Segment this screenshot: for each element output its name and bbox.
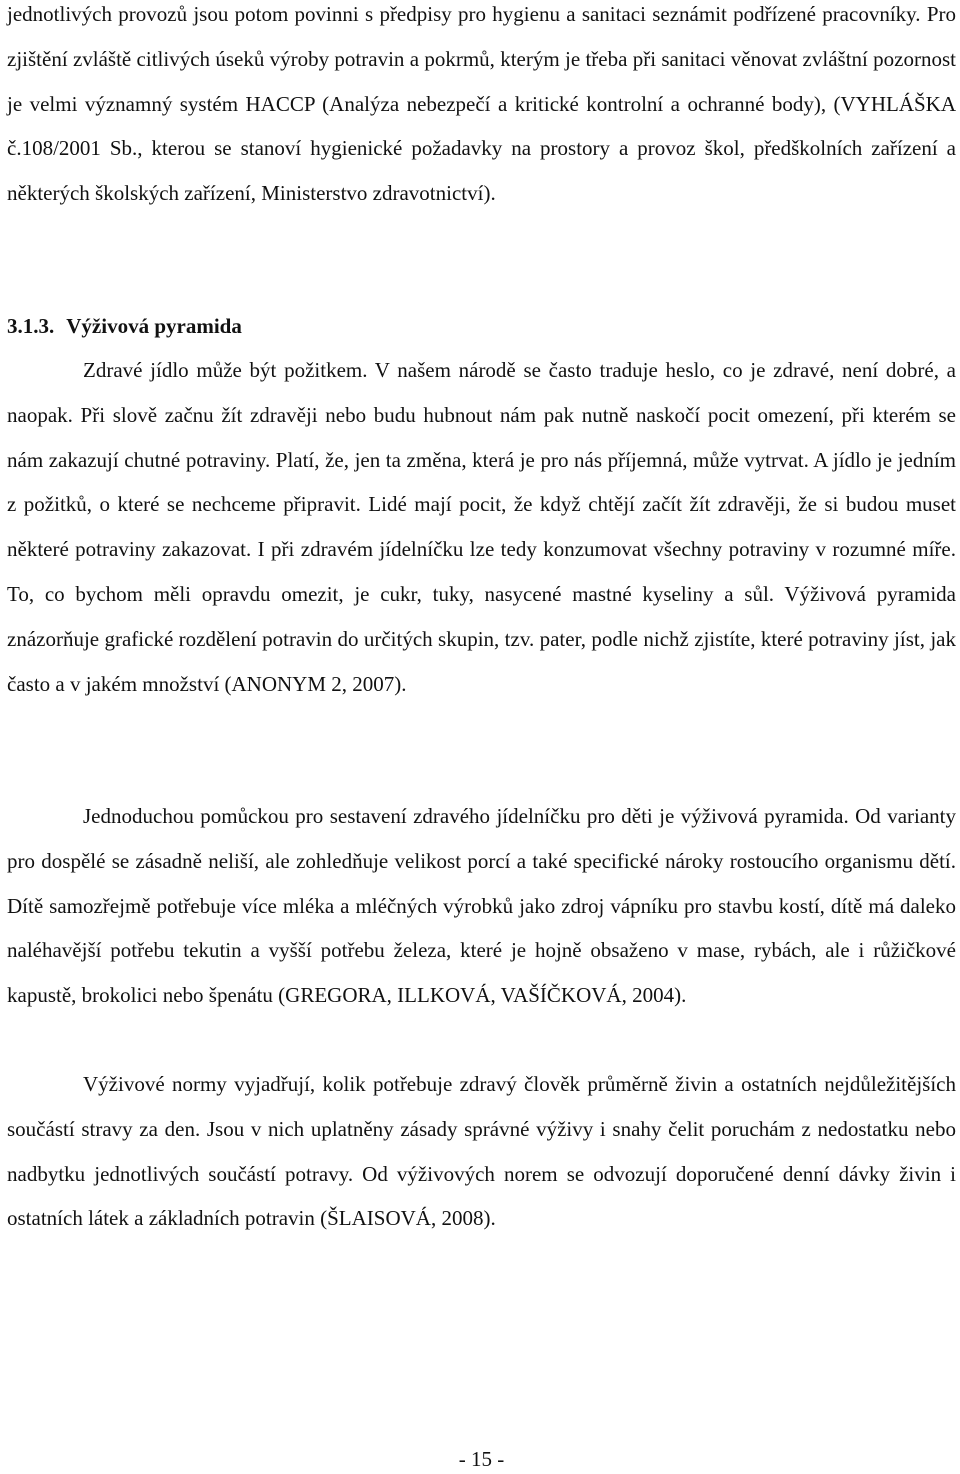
- document-page: [7, 0, 956, 1470]
- paragraph-continued: jednotlivých provozů jsou potom povinni s předpisy pro hygienu a sanitaci seznámit podřízené pracovníky. Pro zjištění zvláště citlivých úseků výroby potravin a pokrmů, kterým je třeba při sanitaci věnovat zvláštní pozornost je velmi významný systém HACCP (Analýza nebezpečí a kritické kontrolní a ochranné body), (VYHLÁŠKA č.108/2001 Sb., kterou se stanoví hygienické požadavky na prostory a provoz škol, předškolních zařízení a některých školských zařízení, Ministerstvo zdravotnictví).: [7, 2, 956, 206]
- section-title: Výživová pyramida: [66, 314, 242, 338]
- section-heading: [7, 304, 956, 348]
- paragraph-children-pyramid: Jednoduchou pomůckou pro sestavení zdravého jídelníčku pro děti je výživová pyramida. Od varianty pro dospělé se zásadně neliší, ale zohledňuje velikost porcí a také specifické nároky rostoucího organismu dětí. Dítě samozřejmě potřebuje více mléka a mléčných výrobků jako zdroj vápníku pro stavbu kostí, dítě má daleko naléhavější potřebu tekutin a vyšší potřebu železa, které je hojně obsaženo v mase, rybách, ale i růžičkové kapustě, brokolici nebo špenátu (GREGORA, ILLKOVÁ, VAŠÍČKOVÁ, 2004).: [7, 804, 956, 1008]
- paragraph-nutrition-norms: Výživové normy vyjadřují, kolik potřebuje zdravý člověk průměrně živin a ostatních nejdůležitějších součástí stravy za den. Jsou v nich uplatněny zásady správné výživy i snahy čelit poruchám z nedostatku nebo nadbytku jednotlivých součástí potravy. Od výživových norem se odvozují doporučené denní dávky živin i ostatních látek a základních potravin (ŠLAISOVÁ, 2008).: [7, 1072, 956, 1231]
- page-number: - 15 -: [458, 1447, 505, 1471]
- section-number: 3.1.3.: [7, 314, 55, 338]
- paragraph-healthy-food: Zdravé jídlo může být požitkem. V našem národě se často traduje heslo, co je zdravé, není dobré, a naopak. Při slově začnu žít zdravěji nebo budu hubnout nám pak nutně naskočí pocit omezení, při kterém se nám zakazují chutné potraviny. Platí, že, jen ta změna, která je pro nás příjemná, může vytrvat. A jídlo je jedním z požitků, o které se nechceme připravit. Lidé mají pocit, že když chtějí začít žít zdravěji, že si budou muset některé potraviny zakazovat. I při zdravém jídelníčku lze tedy konzumovat všechny potraviny v rozumné míře. To, co bychom měli opravdu omezit, je cukr, tuky, nasycené mastné kyseliny a sůl. Výživová pyramida znázorňuje grafické rozdělení potravin do určitých skupin, tzv. pater, podle nichž zjistíte, které potraviny jíst, jak často a v jakém množství (ANONYM 2, 2007).: [7, 358, 956, 696]
